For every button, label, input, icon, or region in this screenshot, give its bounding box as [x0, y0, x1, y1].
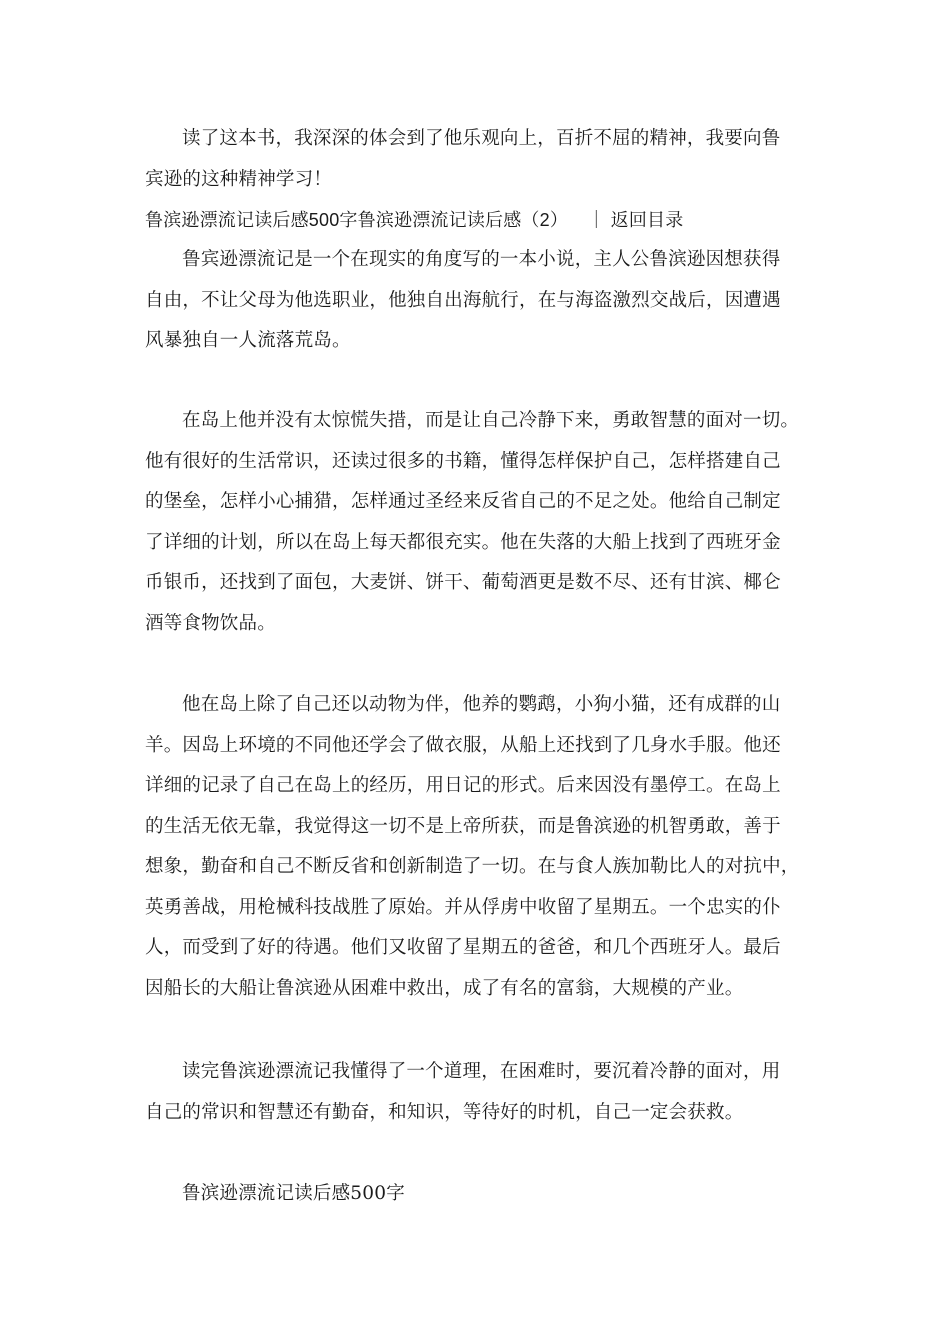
paragraph-conclusion: [145, 1052, 805, 1133]
paragraph-line: 他有很好的生活常识，还读过很多的书籍，懂得怎样保护自己，怎样搭建自己: [145, 450, 781, 472]
paragraph-line: 风暴独自一人流落荒岛。: [145, 330, 351, 351]
paragraph-line: 自由，不让父母为他选职业，他独自出海航行，在与海盗激烈交战后，因遭遇: [145, 289, 781, 311]
paragraph-island-life: [145, 401, 805, 644]
paragraph-line: 读完鲁滨逊漂流记我懂得了一个道理，在困难时，要沉着冷静的面对，用: [182, 1061, 781, 1082]
paragraph-line: 英勇善战，用枪械科技战胜了原始。并从俘虏中收留了星期五。一个忠实的仆: [145, 896, 781, 918]
paragraph-summary: [145, 240, 805, 362]
paragraph-line: 详细的记录了自己在岛上的经历，用日记的形式。后来因没有墨停工。在岛上: [145, 775, 781, 796]
paragraph-line: 鲁滨逊漂流记读后感500字: [182, 1183, 405, 1204]
paragraph-line: 酒等食物饮品。: [145, 612, 276, 634]
paragraph-line: 读了这本书，我深深的体会到了他乐观向上，百折不屈的精神，我要向鲁: [182, 128, 781, 149]
paragraph-line: 在岛上他并没有太惊慌失措，而是让自己冷静下来，勇敢智慧的面对一切。: [182, 410, 800, 431]
paragraph-line: 想象，勤奋和自己不断反省和创新制造了一切。在与食人族加勒比人的对抗中，: [145, 856, 800, 877]
paragraph-line: 自己的常识和智慧还有勤奋，和知识，等待好的时机，自己一定会获救。: [145, 1101, 744, 1123]
paragraph-line: 币银币，还找到了面包，大麦饼、饼干、葡萄酒更是数不尽、还有甘滨、椰仑: [145, 572, 781, 593]
paragraph-line: 羊。因岛上环境的不同他还学会了做衣服，从船上还找到了几身水手服。他还: [145, 734, 781, 756]
section-title: 鲁滨逊漂流记读后感500字鲁滨逊漂流记读后感（2）: [145, 210, 569, 230]
paragraph-line: 的生活无依无靠，我觉得这一切不是上帝所获，而是鲁滨逊的机智勇敢，善于: [145, 815, 781, 837]
paragraph-line: 宾逊的这种精神学习！: [145, 168, 333, 190]
back-to-toc-link[interactable]: 返回目录: [610, 210, 684, 230]
paragraph-line: 他在岛上除了自己还以动物为伴，他养的鹦鹉，小狗小猫，还有成群的山: [182, 694, 781, 715]
paragraph-line: 了详细的计划，所以在岛上每天都很充实。他在失落的大船上找到了西班牙金: [145, 531, 781, 553]
paragraph-line: 鲁宾逊漂流记是一个在现实的角度写的一本小说，主人公鲁滨逊因想获得: [182, 249, 781, 270]
paragraph-companions: [145, 685, 805, 1009]
section-heading: [145, 200, 805, 241]
paragraph-intro: [145, 119, 805, 200]
paragraph-line: 因船长的大船让鲁滨逊从困难中救出，成了有名的富翁，大规模的产业。: [145, 977, 744, 999]
title-separator: ｜: [587, 210, 606, 230]
paragraph-next-title: [145, 1174, 805, 1215]
paragraph-line: 的堡垒，怎样小心捕猎，怎样通过圣经来反省自己的不足之处。他给自己制定: [145, 491, 781, 512]
paragraph-line: 人，而受到了好的待遇。他们又收留了星期五的爸爸，和几个西班牙人。最后: [145, 937, 781, 958]
